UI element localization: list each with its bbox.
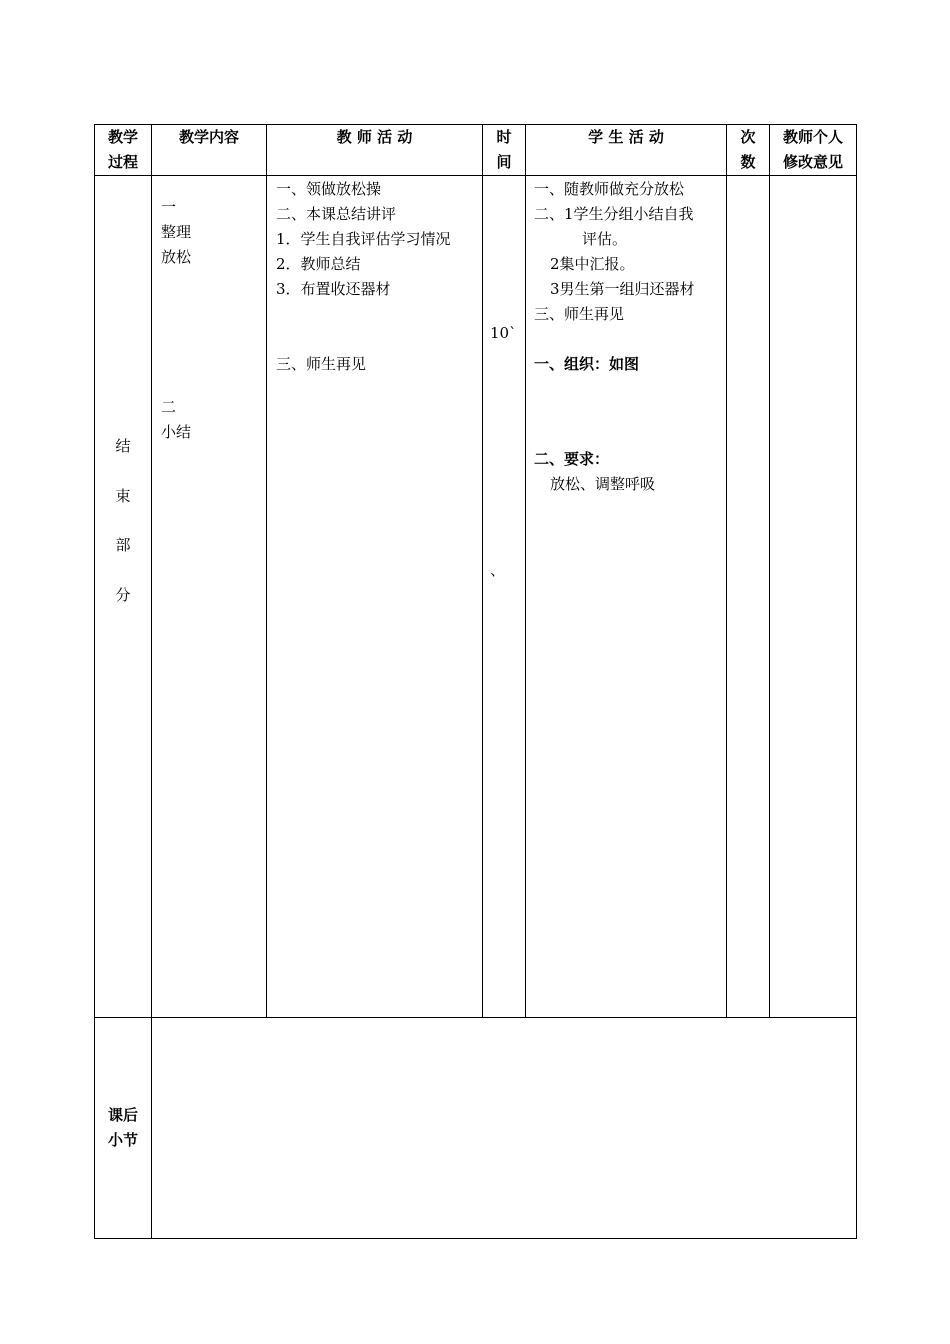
student-line-5: 3男生第一组归还器材 [550, 280, 695, 298]
header-count: 次 数 [727, 125, 770, 176]
lesson-plan-table [94, 124, 857, 1239]
header-time: 时 间 [483, 125, 526, 176]
after-class-summary-row [95, 1018, 857, 1239]
teacher-activity-cell [267, 176, 483, 1018]
organization-title: 一、组织：如图 [534, 355, 640, 373]
teacher-bye: 三、师生再见 [276, 355, 367, 373]
count-cell [727, 176, 770, 1018]
header-teacher-opinion: 教师个人 修改意见 [770, 125, 857, 176]
opinion-cell [770, 176, 857, 1018]
student-line-2: 二、1学生分组小结自我 [534, 205, 694, 223]
teacher-line-3: 1．学生自我评估学习情况 [276, 230, 451, 248]
time-cell [483, 176, 526, 1018]
header-row [95, 125, 857, 176]
content-cell [152, 176, 267, 1018]
student-line-3: 评估。 [582, 230, 628, 248]
header-student-activity: 学 生 活 动 [526, 125, 727, 176]
stage-char-1: 结 [115, 437, 131, 455]
content-item2-num: 二 [161, 398, 177, 416]
requirements-text: 放松、调整呼吸 [550, 475, 656, 493]
teacher-line-5: 3．布置收还器材 [276, 280, 391, 298]
summary-label: 课后 小节 [95, 1018, 152, 1239]
closing-section-row [95, 176, 857, 1018]
content-item1-num: 一 [161, 198, 177, 216]
student-line-6: 三、师生再见 [534, 305, 625, 323]
student-line-1: 一、随教师做充分放松 [534, 180, 685, 198]
teacher-line-4: 2．教师总结 [276, 255, 361, 273]
content-item2-line: 小结 [161, 423, 192, 441]
time-value: 10` [490, 324, 517, 342]
summary-content [152, 1018, 857, 1239]
stage-char-3: 部 [115, 536, 131, 554]
teacher-line-2: 二、本课总结讲评 [276, 205, 397, 223]
teacher-line-1: 一、领做放松操 [276, 180, 382, 198]
stage-cell [95, 176, 152, 1018]
stage-char-4: 分 [115, 586, 131, 604]
stage-char-2: 束 [115, 487, 131, 505]
student-activity-cell [526, 176, 727, 1018]
header-teacher-activity: 教 师 活 动 [267, 125, 483, 176]
requirements-title: 二、要求： [534, 450, 610, 468]
header-content: 教学内容 [152, 125, 267, 176]
student-line-4: 2集中汇报。 [550, 255, 635, 273]
header-process: 教学 过程 [95, 125, 152, 176]
content-item1-line2: 放松 [161, 248, 192, 266]
content-item1-line1: 整理 [161, 223, 192, 241]
time-mark: 、 [490, 561, 506, 579]
